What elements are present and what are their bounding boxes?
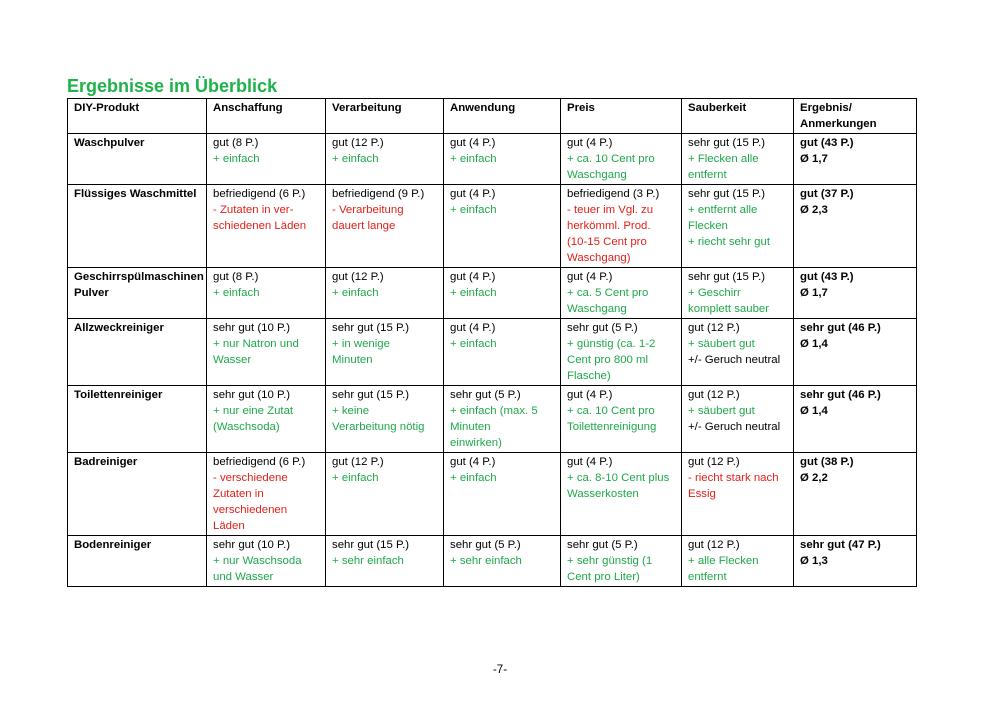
cell-line: - teuer im Vgl. zu [567, 204, 654, 216]
purchase-cell [207, 185, 326, 268]
cell-line: + alle Flecken [688, 555, 759, 567]
product-cell: Geschirrspülmaschinen Pulver [68, 268, 207, 319]
cell-line: gut (4 P.) [567, 271, 613, 283]
cell-line: + riecht sehr gut [688, 236, 770, 248]
cell-line: sehr gut (15 P.) [332, 539, 410, 551]
cell-line: gut (12 P.) [332, 137, 384, 149]
price-cell [561, 134, 682, 185]
result-score: gut (43 P.) [800, 271, 854, 283]
cell-line: Toilettenreinigung [567, 421, 657, 433]
header-cell-result [794, 99, 917, 134]
cell-line: entfernt [688, 571, 727, 583]
cell-line: + ca. 10 Cent pro [567, 153, 655, 165]
cell-line: Flecken [688, 220, 728, 232]
processing-cell [326, 134, 444, 185]
processing-cell [326, 185, 444, 268]
cell-line: - Zutaten in ver- [213, 204, 294, 216]
result-average: Ø 2,3 [800, 204, 828, 216]
cell-line: + einfach [332, 153, 379, 165]
cell-line: + einfach [450, 153, 497, 165]
cell-line: dauert lange [332, 220, 396, 232]
cell-line: + säubert gut [688, 338, 755, 350]
cell-line: +/- Geruch neutral [688, 421, 781, 433]
product-cell: Waschpulver [68, 134, 207, 185]
price-cell [561, 268, 682, 319]
price-cell [561, 536, 682, 587]
application-cell [444, 268, 561, 319]
purchase-cell [207, 536, 326, 587]
result-cell [794, 536, 917, 587]
cell-line: befriedigend (6 P.) [213, 188, 306, 200]
cell-line: entfernt [688, 169, 727, 181]
cell-line: + einfach [450, 338, 497, 350]
cell-line: Waschgang [567, 169, 627, 181]
header-result-line: Ergebnis/ [800, 102, 852, 114]
header-cell-product: DIY-Produkt [68, 99, 207, 134]
cell-line: gut (4 P.) [567, 456, 613, 468]
cell-line: gut (12 P.) [688, 322, 740, 334]
cell-line: + einfach [213, 287, 260, 299]
cell-line: sehr gut (15 P.) [688, 137, 766, 149]
application-cell [444, 185, 561, 268]
cell-line: + sehr einfach [332, 555, 404, 567]
purchase-cell [207, 134, 326, 185]
cell-line: sehr gut (15 P.) [332, 322, 410, 334]
cell-line: + Flecken alle [688, 153, 759, 165]
price-cell [561, 453, 682, 536]
product-cell: Toilettenreiniger [68, 386, 207, 453]
cell-line: +/- Geruch neutral [688, 354, 781, 366]
cell-line: sehr gut (5 P.) [567, 539, 638, 551]
cell-line: sehr gut (5 P.) [450, 539, 521, 551]
application-cell [444, 319, 561, 386]
cell-line: + einfach [450, 204, 497, 216]
header-row [68, 99, 917, 134]
cell-line: gut (4 P.) [450, 188, 496, 200]
cell-line: befriedigend (6 P.) [213, 456, 306, 468]
cell-line: gut (12 P.) [688, 456, 740, 468]
result-average: Ø 2,2 [800, 472, 828, 484]
purchase-cell [207, 453, 326, 536]
cell-line: - verschiedene [213, 472, 288, 484]
table-row [68, 268, 917, 319]
cell-line: - Verarbeitung [332, 204, 404, 216]
cell-line: sehr gut (5 P.) [567, 322, 638, 334]
result-average: Ø 1,7 [800, 287, 828, 299]
cell-line: gut (8 P.) [213, 137, 259, 149]
cell-line: Minuten [450, 421, 491, 433]
cell-line: - riecht stark nach [688, 472, 779, 484]
processing-cell [326, 536, 444, 587]
results-table [67, 98, 917, 587]
result-score: sehr gut (47 P.) [800, 539, 881, 551]
table-row [68, 185, 917, 268]
cell-line: sehr gut (10 P.) [213, 389, 291, 401]
cell-line: sehr gut (5 P.) [450, 389, 521, 401]
cell-line: + günstig (ca. 1-2 [567, 338, 656, 350]
cell-line: komplett sauber [688, 303, 770, 315]
result-cell [794, 134, 917, 185]
application-cell [444, 134, 561, 185]
table-row [68, 319, 917, 386]
processing-cell [326, 319, 444, 386]
cell-line: gut (4 P.) [450, 456, 496, 468]
cell-line: + einfach [332, 287, 379, 299]
cleanliness-cell [682, 185, 794, 268]
cell-line: sehr gut (15 P.) [688, 188, 766, 200]
cell-line: Waschgang) [567, 252, 631, 264]
cell-line: + ca. 5 Cent pro [567, 287, 649, 299]
cell-line: sehr gut (15 P.) [332, 389, 410, 401]
processing-cell [326, 453, 444, 536]
result-cell [794, 386, 917, 453]
cell-line: + ca. 10 Cent pro [567, 405, 655, 417]
cleanliness-cell [682, 386, 794, 453]
cell-line: Flasche) [567, 370, 611, 382]
cell-line: Cent pro 800 ml [567, 354, 649, 366]
page-number: -7- [492, 664, 508, 676]
cell-line: Minuten [332, 354, 373, 366]
header-cell-processing: Verarbeitung [326, 99, 444, 134]
cell-line: + Geschirr [688, 287, 741, 299]
price-cell [561, 185, 682, 268]
result-cell [794, 268, 917, 319]
cell-line: verschiedenen [213, 504, 288, 516]
header-cell-price: Preis [561, 99, 682, 134]
result-score: gut (38 P.) [800, 456, 854, 468]
header-cell-purchase: Anschaffung [207, 99, 326, 134]
product-cell: Badreiniger [68, 453, 207, 536]
cell-line: + einfach [450, 287, 497, 299]
cell-line: Zutaten in [213, 488, 264, 500]
cell-line: gut (12 P.) [332, 271, 384, 283]
purchase-cell [207, 319, 326, 386]
result-cell [794, 453, 917, 536]
table-row [68, 134, 917, 185]
cell-line: sehr gut (10 P.) [213, 322, 291, 334]
cleanliness-cell [682, 453, 794, 536]
cell-line: Läden [213, 520, 245, 532]
cell-line: Wasser [213, 354, 252, 366]
cleanliness-cell [682, 268, 794, 319]
cell-line: + säubert gut [688, 405, 755, 417]
result-average: Ø 1,7 [800, 153, 828, 165]
cell-line: + einfach [450, 472, 497, 484]
application-cell [444, 386, 561, 453]
cell-line: + einfach [213, 153, 260, 165]
result-score: gut (43 P.) [800, 137, 854, 149]
result-average: Ø 1,4 [800, 405, 828, 417]
cell-line: gut (4 P.) [450, 271, 496, 283]
cell-line: gut (12 P.) [688, 389, 740, 401]
application-cell [444, 453, 561, 536]
purchase-cell [207, 268, 326, 319]
application-cell [444, 536, 561, 587]
table-row [68, 536, 917, 587]
cell-line: + ca. 8-10 Cent plus [567, 472, 670, 484]
cell-line: + sehr einfach [450, 555, 522, 567]
price-cell [561, 319, 682, 386]
cell-line: gut (12 P.) [332, 456, 384, 468]
cell-line: sehr gut (15 P.) [688, 271, 766, 283]
processing-cell [326, 268, 444, 319]
cell-line: + sehr günstig (1 [567, 555, 653, 567]
header-result-line: Anmerkungen [800, 118, 877, 130]
cell-line: gut (8 P.) [213, 271, 259, 283]
cell-line: einwirken) [450, 437, 502, 449]
result-score: gut (37 P.) [800, 188, 854, 200]
cell-line: Verarbeitung nötig [332, 421, 425, 433]
result-cell [794, 185, 917, 268]
cell-line: + einfach [332, 472, 379, 484]
processing-cell [326, 386, 444, 453]
cell-line: (Waschsoda) [213, 421, 280, 433]
cell-line: Cent pro Liter) [567, 571, 640, 583]
cell-line: + nur Waschsoda [213, 555, 302, 567]
cell-line: gut (4 P.) [450, 137, 496, 149]
cell-line: Waschgang [567, 303, 627, 315]
cleanliness-cell [682, 319, 794, 386]
cell-line: sehr gut (10 P.) [213, 539, 291, 551]
cell-line: herkömml. Prod. [567, 220, 651, 232]
price-cell [561, 386, 682, 453]
cell-line: schiedenen Läden [213, 220, 307, 232]
cell-line: + keine [332, 405, 370, 417]
product-cell: Bodenreiniger [68, 536, 207, 587]
product-cell: Allzweckreiniger [68, 319, 207, 386]
product-cell: Flüssiges Waschmittel [68, 185, 207, 268]
cell-line: gut (4 P.) [567, 389, 613, 401]
page-title: Ergebnisse im Überblick [67, 76, 278, 96]
cell-line: Wasserkosten [567, 488, 639, 500]
cleanliness-cell [682, 134, 794, 185]
table-row [68, 386, 917, 453]
result-average: Ø 1,4 [800, 338, 828, 350]
cell-line: + nur Natron und [213, 338, 299, 350]
header-cell-application: Anwendung [444, 99, 561, 134]
cell-line: + einfach (max. 5 [450, 405, 538, 417]
cell-line: gut (4 P.) [567, 137, 613, 149]
cell-line: und Wasser [213, 571, 274, 583]
cell-line: gut (12 P.) [688, 539, 740, 551]
result-score: sehr gut (46 P.) [800, 322, 881, 334]
result-cell [794, 319, 917, 386]
cell-line: gut (4 P.) [450, 322, 496, 334]
table-row [68, 453, 917, 536]
result-average: Ø 1,3 [800, 555, 828, 567]
cell-line: + nur eine Zutat [213, 405, 294, 417]
purchase-cell [207, 386, 326, 453]
cell-line: (10-15 Cent pro [567, 236, 647, 248]
cell-line: befriedigend (3 P.) [567, 188, 660, 200]
cell-line: befriedigend (9 P.) [332, 188, 425, 200]
cell-line: + in wenige [332, 338, 390, 350]
result-score: sehr gut (46 P.) [800, 389, 881, 401]
cleanliness-cell [682, 536, 794, 587]
cell-line: + entfernt alle [688, 204, 758, 216]
cell-line: Essig [688, 488, 716, 500]
header-cell-cleanliness: Sauberkeit [682, 99, 794, 134]
